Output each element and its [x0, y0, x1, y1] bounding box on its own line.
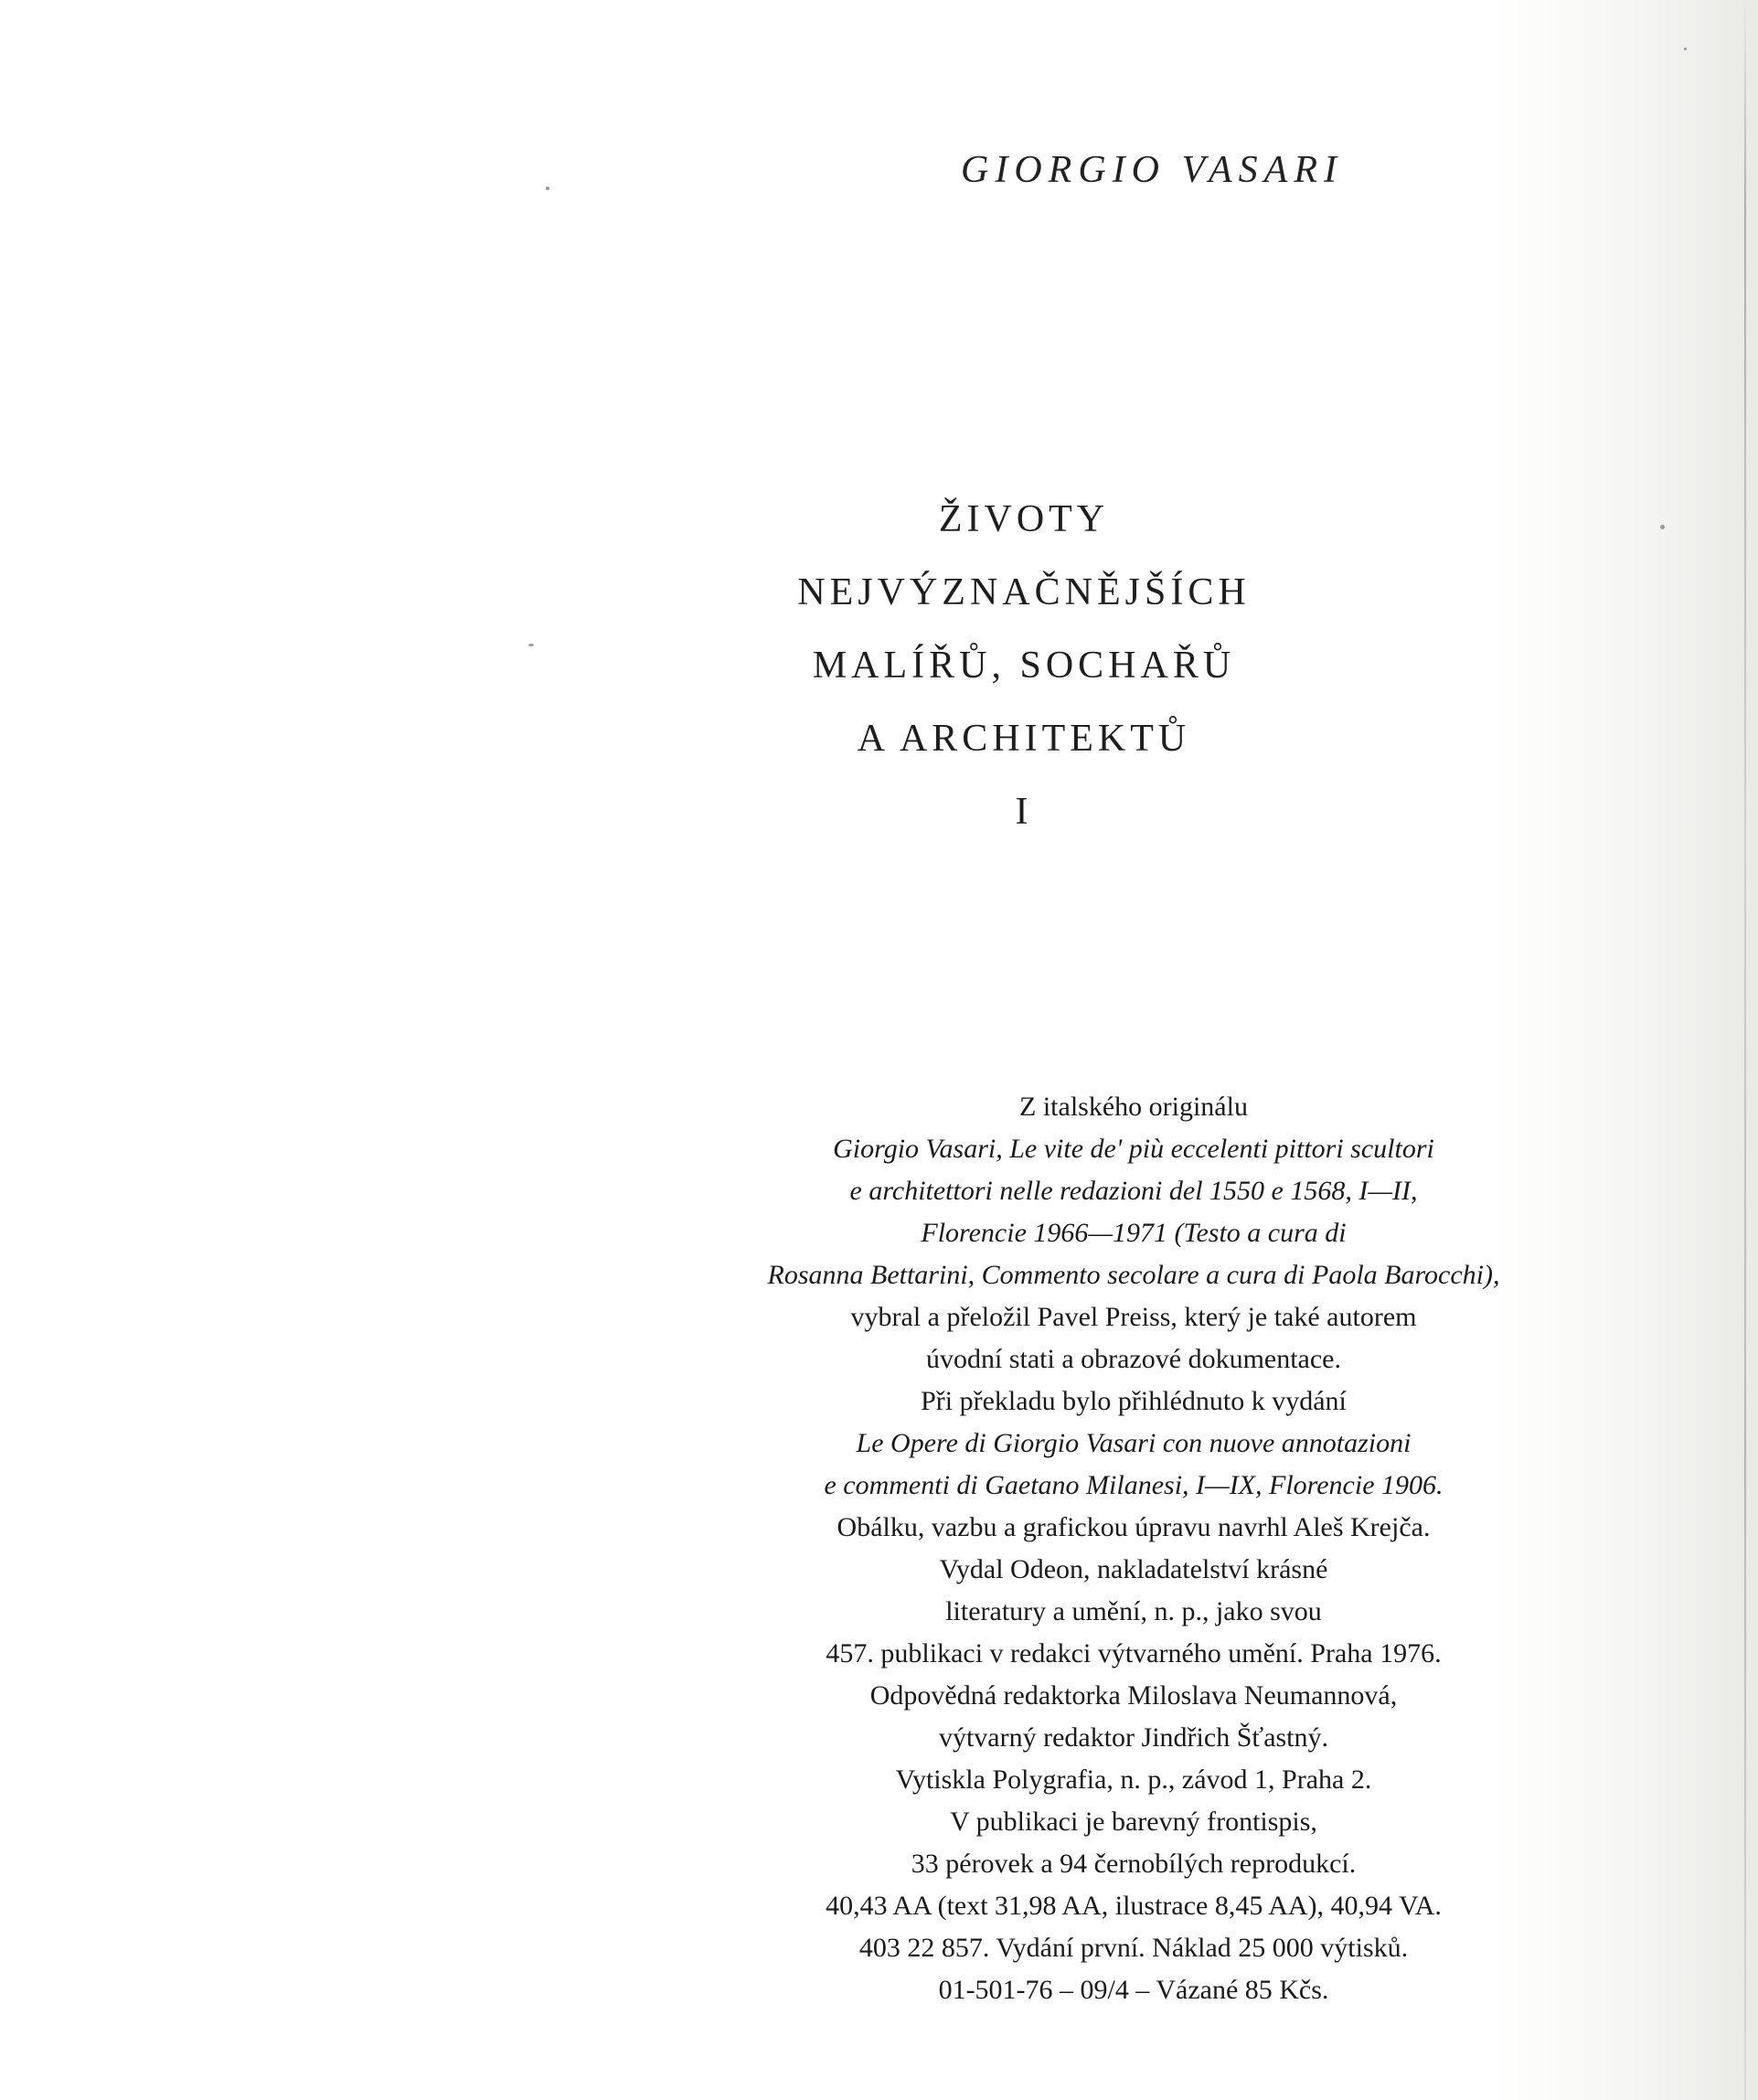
- colophon-line: výtvarný redaktor Jindřich Šťastný.: [938, 1722, 1329, 1753]
- colophon-line: Giorgio Vasari, Le vite de' più eccelenti pittori scultori: [833, 1134, 1434, 1164]
- colophon-line: Obálku, vazbu a grafickou úpravu navrhl Aleš Krejča.: [836, 1512, 1431, 1542]
- colophon-line: vybral a přeložil Pavel Preiss, který je také autorem: [850, 1302, 1417, 1332]
- colophon-line: Odpovědná redaktorka Miloslava Neumannová,: [869, 1680, 1398, 1711]
- colophon-line: V publikaci je barevný frontispis,: [950, 1807, 1317, 1837]
- colophon-line: 457. publikaci v redakci výtvarného umění. Praha 1976.: [826, 1638, 1442, 1668]
- title-line: A ARCHITEKTŮ: [857, 718, 1191, 760]
- colophon-line: úvodní stati a obrazové dokumentace.: [925, 1344, 1341, 1374]
- paper-speck: [1660, 525, 1665, 529]
- volume-number: I: [1015, 791, 1033, 833]
- page-edge-shadow: [1744, 0, 1746, 2100]
- colophon-line: Florencie 1966—1971 (Testo a cura di: [921, 1218, 1347, 1248]
- colophon-line: e architettori nelle redazioni del 1550 e 1568, I—II,: [849, 1176, 1418, 1206]
- title-line: ŽIVOTY: [938, 498, 1110, 540]
- book-title: [585, 483, 1463, 848]
- colophon-line: e commenti di Gaetano Milanesi, I—IX, Florencie 1906.: [824, 1470, 1444, 1500]
- colophon-line: Při překladu bylo přihlédnuto k vydání: [921, 1386, 1347, 1416]
- colophon-line: 33 pérovek a 94 černobílých reprodukcí.: [911, 1849, 1357, 1879]
- colophon-line: 40,43 AA (text 31,98 AA, ilustrace 8,45 AA), 40,94 VA.: [826, 1891, 1442, 1921]
- paper-speck: [528, 644, 534, 646]
- title-line: MALÍŘŮ, SOCHAŘŮ: [812, 645, 1236, 687]
- colophon-line: Le Opere di Giorgio Vasari con nuove annotazioni: [856, 1428, 1412, 1458]
- colophon-line: 01-501-76 – 09/4 – Vázané 85 Kčs.: [938, 1975, 1329, 2005]
- paper-speck: [1684, 48, 1687, 50]
- colophon-line: Rosanna Bettarini, Commento secolare a cura di Paola Barocchi),: [767, 1260, 1500, 1290]
- paper-speck: [546, 187, 549, 190]
- colophon-line: literatury a umění, n. p., jako svou: [945, 1596, 1322, 1626]
- author-name: GIORGIO VASARI: [961, 149, 1343, 191]
- colophon-line: Vytiskla Polygrafia, n. p., závod 1, Praha 2.: [895, 1764, 1372, 1795]
- colophon-line: 403 22 857. Vydání první. Náklad 25 000 výtisků.: [858, 1933, 1409, 1963]
- title-line: NEJVÝZNAČNĚJŠÍCH: [797, 571, 1251, 613]
- colophon-line: Z italského originálu: [1019, 1092, 1248, 1122]
- colophon-line: Vydal Odeon, nakladatelství krásné: [939, 1554, 1328, 1584]
- colophon: [695, 1086, 1572, 2011]
